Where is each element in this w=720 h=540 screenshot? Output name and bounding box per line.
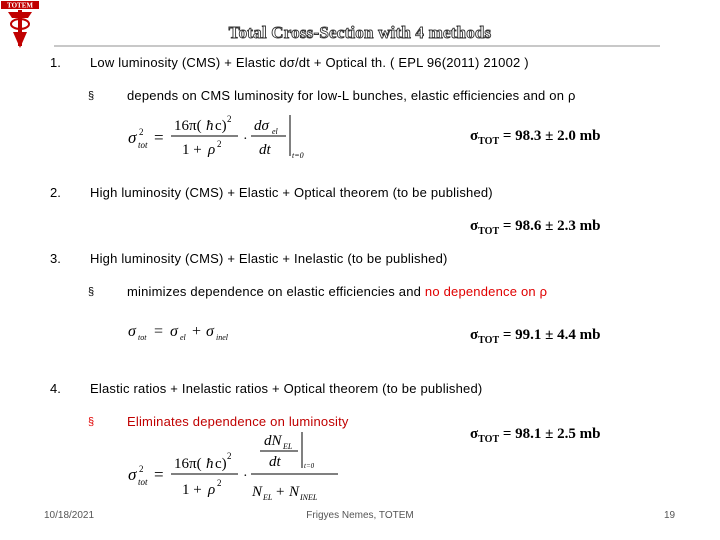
item-text-2: High luminosity (CMS) + Elastic + Optical theorem (to be published): [90, 185, 493, 200]
svg-text:inel: inel: [216, 333, 228, 342]
item-number-1: 1.: [50, 55, 61, 70]
svg-text:ρ: ρ: [208, 142, 216, 158]
result-2: $\sigma_{TOT} = 98.6 \pm 2.3$ mb: [470, 218, 601, 237]
formula-elastic-inelastic: [126, 318, 266, 344]
svg-text:2: 2: [217, 139, 222, 149]
item-number-4: 4.: [50, 381, 61, 396]
title-rule: [54, 45, 660, 47]
svg-text:16π(: 16π(: [174, 118, 202, 134]
svg-text:TOTEM: TOTEM: [7, 1, 33, 10]
svg-text:1 +: 1 +: [182, 482, 202, 498]
item-number-2: 2.: [50, 185, 61, 200]
bullet-glyph-1: §: [88, 90, 95, 102]
svg-text:c): c): [215, 456, 227, 472]
svg-text:ħ: ħ: [206, 456, 214, 472]
svg-text:·: ·: [243, 469, 248, 484]
formula-optical-dsdt: [126, 110, 316, 162]
svg-text:el: el: [180, 333, 186, 342]
bullet-text-3: minimizes dependence on elastic efficiencies and no dependence on ρ: [127, 284, 548, 299]
svg-text:tot: tot: [138, 333, 147, 342]
svg-text:σ: σ: [206, 323, 214, 340]
svg-text:2: 2: [217, 478, 222, 488]
result-4: $\sigma_{TOT} = 98.1 \pm 2.5$ mb: [470, 426, 601, 445]
svg-text:INEL: INEL: [300, 493, 318, 502]
bullet-glyph-3: §: [88, 286, 95, 298]
svg-text:σ: σ: [128, 323, 136, 340]
svg-text:ħ: ħ: [206, 118, 214, 134]
svg-text:·: ·: [243, 132, 248, 147]
svg-text:tot: tot: [138, 477, 148, 487]
svg-text:=: =: [154, 465, 164, 484]
slide-title: Total Cross-Section with 4 methods: [228, 23, 492, 42]
no-rho-dependence-text: no dependence on ρ: [424, 284, 548, 299]
svg-text:σ: σ: [170, 323, 178, 340]
svg-text:16π(: 16π(: [174, 456, 202, 472]
bullet-glyph-4: §: [88, 416, 95, 428]
svg-text:c): c): [215, 118, 227, 134]
formula-ratios-optical: [126, 428, 356, 508]
svg-text:1 +: 1 +: [182, 142, 202, 158]
svg-text:dt: dt: [259, 142, 271, 158]
bullet-text-4: Eliminates dependence on luminosity: [127, 414, 349, 429]
item-text-4: Elastic ratios + Inelastic ratios + Optical theorem (to be published): [90, 381, 483, 396]
svg-text:dσ: dσ: [254, 118, 269, 134]
svg-text:=: =: [154, 323, 164, 340]
svg-text:+: +: [276, 484, 285, 500]
page-number: 19: [664, 510, 676, 521]
svg-text:2: 2: [139, 127, 144, 137]
svg-text:σ: σ: [128, 128, 137, 147]
svg-text:EL: EL: [263, 493, 273, 502]
svg-text:dt: dt: [269, 454, 281, 470]
result-3: $\sigma_{TOT} = 99.1 \pm 4.4$ mb: [470, 327, 601, 346]
item-text-1: Low luminosity (CMS) + Elastic dσ/dt + Optical th. ( EPL 96(2011) 21002 ): [90, 55, 529, 70]
svg-text:el: el: [272, 127, 278, 136]
item-text-3: High luminosity (CMS) + Elastic + Inelastic (to be published): [90, 251, 448, 266]
bullet-text-1: depends on CMS luminosity for low-L bunches, elastic efficiencies and on ρ: [127, 88, 576, 103]
svg-text:t=0: t=0: [304, 462, 315, 470]
result-1: $\sigma_{TOT} = 98.3 \pm 2.0$ mb: [470, 128, 601, 147]
svg-text:+: +: [192, 323, 202, 340]
footer-author: Frigyes Nemes, TOTEM: [306, 510, 414, 521]
svg-text:σ: σ: [128, 465, 137, 484]
footer-date: 10/18/2021: [44, 510, 95, 521]
svg-text:N: N: [289, 484, 300, 500]
svg-text:N: N: [252, 484, 263, 500]
svg-text:EL: EL: [283, 442, 293, 451]
svg-text:ρ: ρ: [208, 482, 216, 498]
item-number-3: 3.: [50, 251, 61, 266]
svg-text:=: =: [154, 128, 164, 147]
svg-text:2: 2: [139, 464, 144, 474]
svg-text:dN: dN: [264, 433, 282, 449]
svg-text:2: 2: [227, 451, 232, 461]
svg-text:tot: tot: [138, 140, 148, 150]
svg-text:2: 2: [227, 114, 232, 124]
svg-text:t=0: t=0: [292, 151, 304, 160]
